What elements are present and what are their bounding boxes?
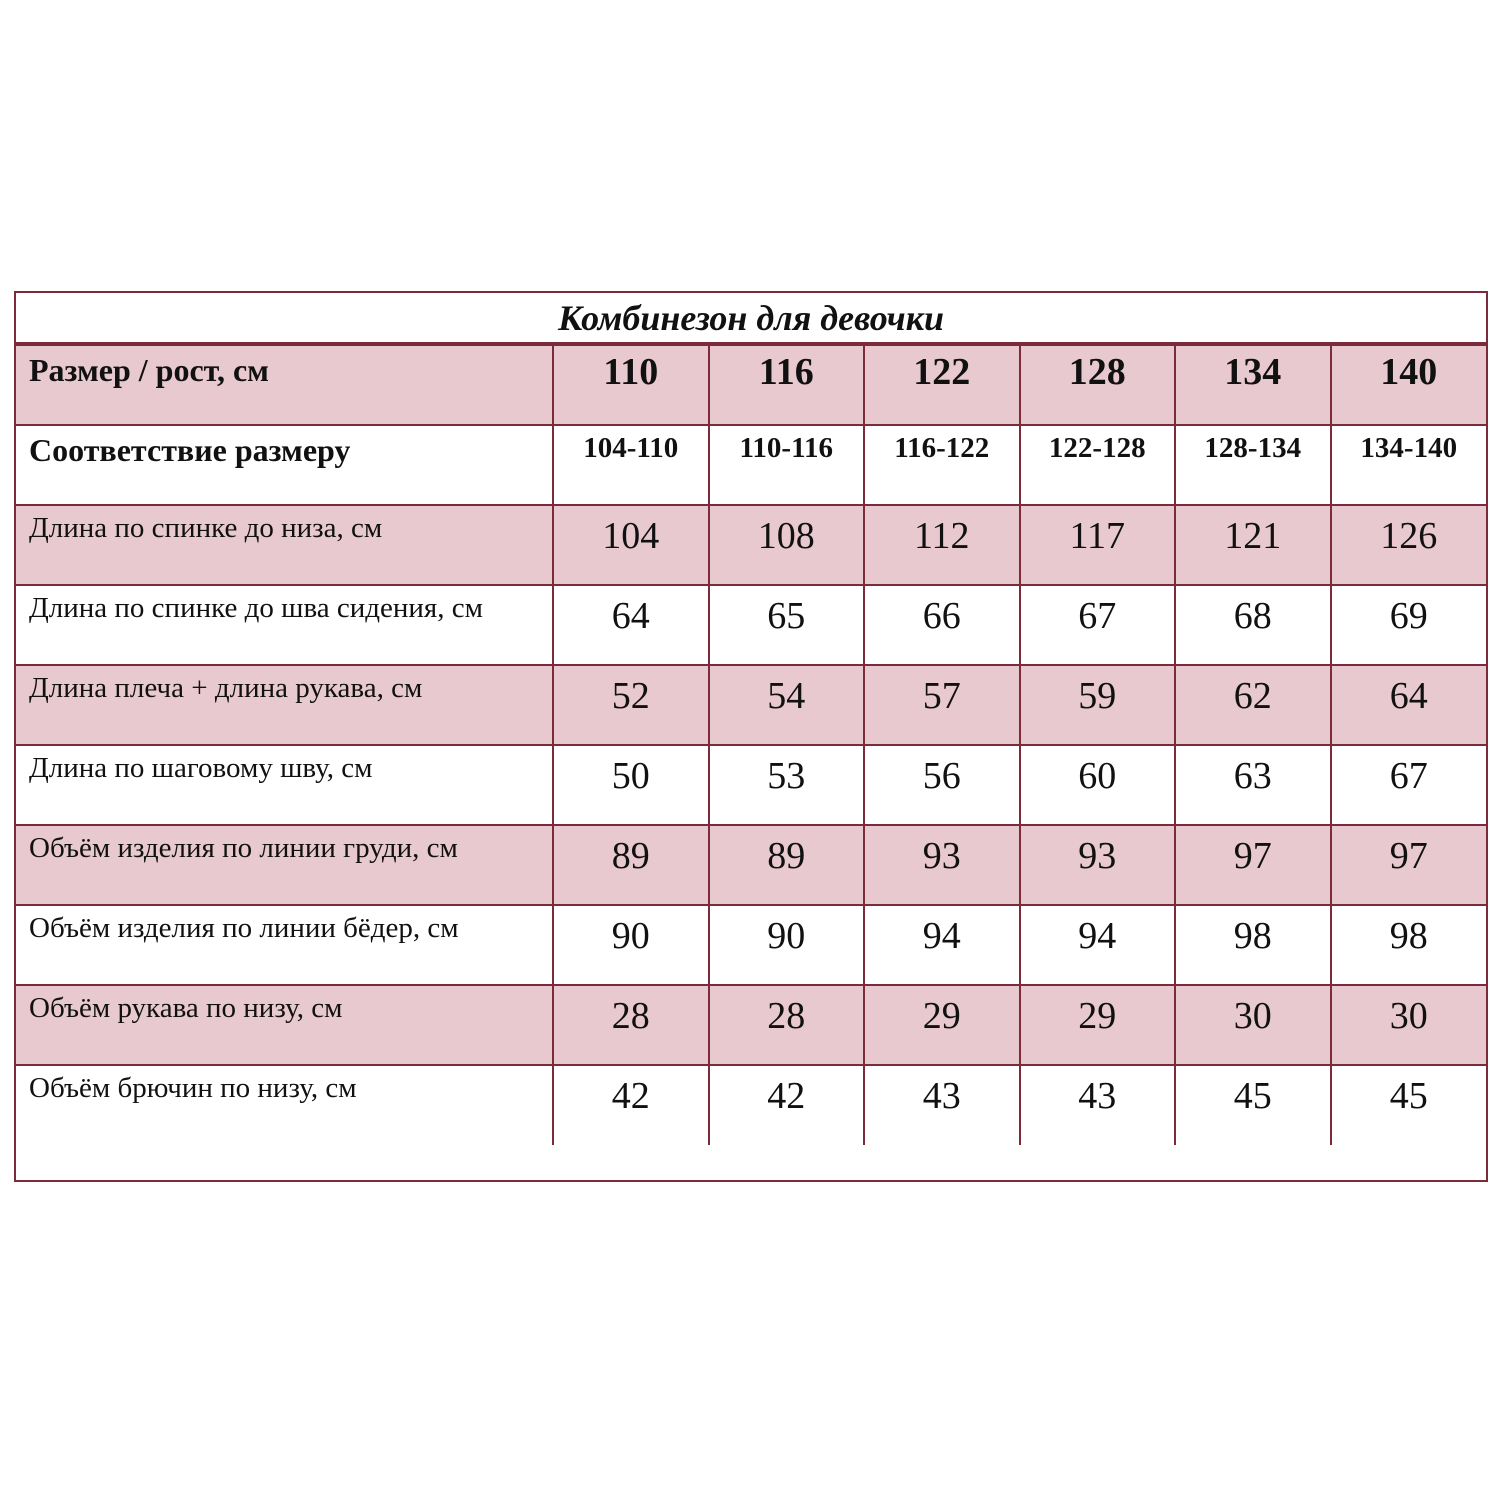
value-cell: 63 (1175, 745, 1331, 825)
size-table (16, 344, 1486, 1145)
value-cell: 98 (1175, 905, 1331, 985)
value-cell: 30 (1331, 985, 1487, 1065)
value-cell: 43 (1020, 1065, 1176, 1145)
row-label: Объём брючин по низу, см (16, 1065, 553, 1145)
size-cell: 110 (553, 345, 709, 425)
table-row (16, 745, 1486, 825)
value-cell: 60 (1020, 745, 1176, 825)
value-cell: 54 (709, 665, 865, 745)
table-row (16, 505, 1486, 585)
value-cell: 45 (1175, 1065, 1331, 1145)
row-label: Длина по шаговому шву, см (16, 745, 553, 825)
value-cell: 52 (553, 665, 709, 745)
table-row (16, 665, 1486, 745)
value-cell: 126 (1331, 505, 1487, 585)
value-cell: 59 (1020, 665, 1176, 745)
value-cell: 65 (709, 585, 865, 665)
value-cell: 117 (1020, 505, 1176, 585)
value-cell: 98 (1331, 905, 1487, 985)
value-cell: 28 (553, 985, 709, 1065)
range-cell: 128-134 (1175, 425, 1331, 505)
table-row (16, 825, 1486, 905)
correspondence-label: Соответствие размеру (16, 425, 553, 505)
value-cell: 29 (864, 985, 1020, 1065)
value-cell: 93 (864, 825, 1020, 905)
value-cell: 62 (1175, 665, 1331, 745)
size-cell: 122 (864, 345, 1020, 425)
table-row (16, 1065, 1486, 1145)
value-cell: 28 (709, 985, 865, 1065)
value-cell: 112 (864, 505, 1020, 585)
table-row (16, 985, 1486, 1065)
size-chart (14, 291, 1488, 1182)
range-cell: 110-116 (709, 425, 865, 505)
value-cell: 57 (864, 665, 1020, 745)
value-cell: 53 (709, 745, 865, 825)
value-cell: 69 (1331, 585, 1487, 665)
value-cell: 121 (1175, 505, 1331, 585)
value-cell: 67 (1331, 745, 1487, 825)
row-label: Объём изделия по линии груди, см (16, 825, 553, 905)
value-cell: 90 (553, 905, 709, 985)
size-cell: 134 (1175, 345, 1331, 425)
table-row-size (16, 345, 1486, 425)
value-cell: 68 (1175, 585, 1331, 665)
range-cell: 134-140 (1331, 425, 1487, 505)
value-cell: 45 (1331, 1065, 1487, 1145)
value-cell: 29 (1020, 985, 1176, 1065)
value-cell: 43 (864, 1065, 1020, 1145)
row-label: Длина по спинке до низа, см (16, 505, 553, 585)
size-header-label: Размер / рост, см (16, 345, 553, 425)
row-label: Длина по спинке до шва сидения, см (16, 585, 553, 665)
size-cell: 128 (1020, 345, 1176, 425)
range-cell: 116-122 (864, 425, 1020, 505)
value-cell: 66 (864, 585, 1020, 665)
size-cell: 116 (709, 345, 865, 425)
value-cell: 64 (553, 585, 709, 665)
value-cell: 42 (709, 1065, 865, 1145)
value-cell: 94 (864, 905, 1020, 985)
row-label: Объём рукава по низу, см (16, 985, 553, 1065)
value-cell: 50 (553, 745, 709, 825)
table-row (16, 585, 1486, 665)
value-cell: 67 (1020, 585, 1176, 665)
value-cell: 97 (1175, 825, 1331, 905)
size-cell: 140 (1331, 345, 1487, 425)
row-label: Длина плеча + длина рукава, см (16, 665, 553, 745)
value-cell: 89 (553, 825, 709, 905)
chart-title: Комбинезон для девочки (16, 293, 1486, 344)
range-cell: 122-128 (1020, 425, 1176, 505)
table-row-correspondence (16, 425, 1486, 505)
value-cell: 89 (709, 825, 865, 905)
value-cell: 108 (709, 505, 865, 585)
value-cell: 64 (1331, 665, 1487, 745)
value-cell: 97 (1331, 825, 1487, 905)
row-label: Объём изделия по линии бёдер, см (16, 905, 553, 985)
value-cell: 42 (553, 1065, 709, 1145)
value-cell: 104 (553, 505, 709, 585)
value-cell: 56 (864, 745, 1020, 825)
value-cell: 30 (1175, 985, 1331, 1065)
value-cell: 94 (1020, 905, 1176, 985)
table-row (16, 905, 1486, 985)
value-cell: 90 (709, 905, 865, 985)
range-cell: 104-110 (553, 425, 709, 505)
value-cell: 93 (1020, 825, 1176, 905)
